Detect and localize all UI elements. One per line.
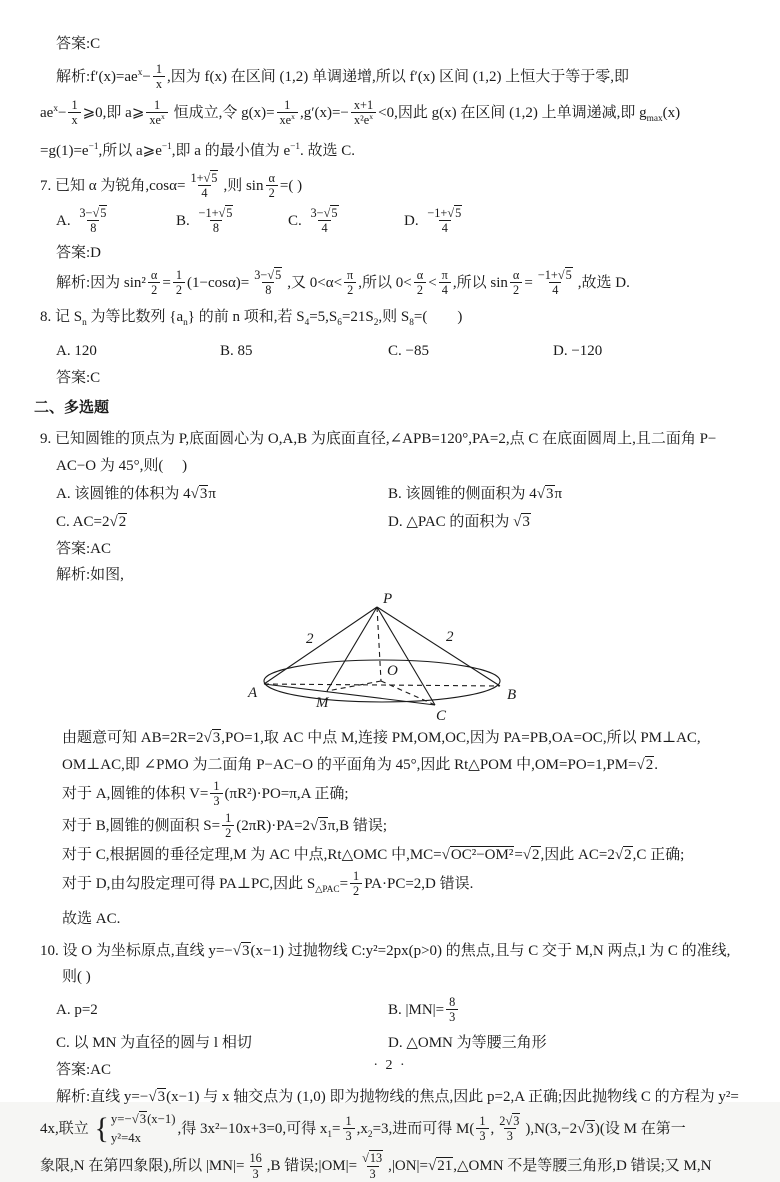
solution-line: 对于 A,圆锥的体积 V= $\frac{1}{3}$ (πR²)·PO=π,A 正确;	[62, 779, 349, 809]
radical: √21	[428, 1158, 453, 1175]
option-item: B. |MN|= $\frac{8}{3}$	[388, 992, 460, 1028]
answer-line-q8: 答案:C	[56, 370, 101, 387]
fraction: $\frac{\alpha}{2}$	[510, 268, 522, 297]
radical: √2	[636, 756, 654, 773]
option-item: C. −85	[388, 343, 429, 360]
options-q8	[0, 338, 780, 364]
answer-line-q9: 答案:AC	[56, 540, 112, 557]
solution-line: 解析$:f'(x)=ae^x-$ $\frac{1}{x}$ ,因为 f(x) 在区间 (1,2) 单调递增,所以 f′(x) 区间 (1,2) 上恒大于等于零,即	[56, 61, 629, 92]
question-7: 7. 已知 α 为锐角,cosα= $\frac{1+√5}{4}$ ,则 sin $\frac{\alpha}{2}$ =( )	[40, 171, 303, 201]
question-8: 8. 记 $S_n$ 为等比数列 $\{a_n\}$ 的前 n 项和,若 $S_4=5,S_6=21S_2$,则 $S_8=$( )	[40, 309, 463, 329]
fraction: $\frac{-1+√5}{4}$	[427, 206, 462, 236]
cone-figure	[230, 591, 550, 723]
fraction: $\frac{1+√5}{4}$	[190, 171, 218, 201]
radical: √3	[190, 485, 208, 502]
solution-line: 对于 D,由勾股定理可得 PA⊥PC,因此 $S_{\triangle PAC}=$ $\frac{1}{2}$ PA·PC=2,D 错误.	[62, 868, 474, 899]
option-item: B. 该圆锥的侧面积为 4√3π	[388, 485, 563, 502]
question-9: 9. 已知圆锥的顶点为 P,底面圆心为 O,A,B 为底面直径,∠APB=120°,PA=2,点 C 在底面圆周上,且二面角 P−	[40, 431, 717, 448]
fraction: $\frac{-1+√5}{4}$	[537, 267, 572, 297]
fraction: $\frac{√13}{3}$	[362, 1151, 383, 1181]
answer-line-q10: 答案:AC	[56, 1062, 112, 1079]
fraction: $\frac{\alpha}{2}$	[265, 171, 277, 200]
option-item: C. $\frac{3-√5}{4}$	[288, 203, 344, 239]
radical: √3	[536, 485, 554, 502]
radical: √3	[577, 1120, 594, 1137]
height-PO	[377, 607, 381, 681]
radical: √5	[92, 206, 107, 221]
fraction: $\frac{8}{3}$	[446, 995, 458, 1024]
fraction: $\frac{1}{3}$	[210, 779, 222, 808]
solution-line: 对于 C,根据圆的垂径定理,M 为 AC 中点,Rt△OMC 中,MC=√OC²−OM²=√2,因此 AC=2√2,C 正确;	[62, 846, 685, 863]
options-q7	[0, 203, 780, 239]
option-item: D. △OMN 为等腰三角形	[388, 1035, 547, 1052]
fraction: $\frac{x+1}{x^2e^x}$	[351, 98, 376, 127]
fraction: $\frac{16}{3}$	[249, 1151, 262, 1181]
fraction: $\frac{1}{2}$	[350, 869, 362, 898]
fraction: $\frac{2√3}{3}$	[499, 1113, 520, 1143]
solution-line: $ae^x-$ $\frac{1}{x}$ ⩾0,即 a⩾ $\frac{1}{xe^x}$ 恒成立,令 g(x)= $\frac{1}{xe^x}$ ,g′(x)=− $\frac{x+1}{x^2e^x}$ <0,因此 g(x) 在区间 (1,2) 上单调递减,即 $g_{max}(x)$	[40, 97, 681, 127]
section-header-multiple-choice: 二、多选题	[34, 399, 110, 417]
option-item: D. △PAC 的面积为 √3	[388, 513, 530, 530]
options-q10-cd	[0, 1030, 780, 1056]
label-edge-right: 2	[446, 629, 454, 646]
option-item: A. 该圆锥的体积为 4√3π	[56, 485, 216, 502]
fraction: $\frac{\pi}{4}$	[439, 268, 451, 297]
fraction: $\frac{3-√5}{4}$	[310, 206, 338, 236]
solution-line: 由题意可知 AB=2R=2√3,PO=1,取 AC 中点 M,连接 PM,OM,OC,因为 PA=PB,OA=OC,所以 PM⊥AC,	[62, 730, 701, 747]
fraction: $\frac{-1+√5}{8}$	[198, 206, 233, 236]
solution-line: OM⊥AC,即 ∠PMO 为二面角 P−AC−O 的平面角为 45°,因此 Rt△POM 中,OM=PO=1,PM=√2.	[62, 756, 658, 773]
label-P: P	[383, 591, 393, 608]
answer-line-q6: 答案:C	[56, 35, 101, 52]
radical: √5	[557, 267, 572, 282]
option-item: D. −120	[553, 343, 603, 360]
solution-line: $=g(1)=e^{-1}$,所以 $a⩾e^{-1}$,即 a 的最小值为 $e^{-1}$. 故选 C.	[40, 142, 356, 160]
radical: √2	[109, 513, 127, 530]
label-C: C	[436, 708, 447, 725]
radical: √OC²−OM²	[441, 846, 514, 863]
segment-OM	[327, 681, 381, 691]
fraction: $\frac{1}{3}$	[476, 1114, 488, 1143]
radical: √3	[513, 513, 530, 530]
radical: √3	[203, 730, 221, 747]
fraction: $\frac{1}{2}$	[222, 811, 234, 840]
label-A: A	[248, 685, 258, 702]
fraction: $\frac{1}{x}$	[68, 98, 80, 127]
radical: √5	[267, 267, 282, 282]
diameter-AB	[264, 684, 500, 686]
radical: √3	[310, 817, 327, 834]
option-item: C. AC=2√2	[56, 513, 127, 530]
options-q10-ab	[0, 992, 780, 1028]
radical: √3	[232, 942, 250, 959]
cone-figure-svg	[230, 591, 550, 723]
fraction: $\frac{1}{3}$	[343, 1114, 355, 1143]
label-M: M	[316, 695, 329, 712]
option-item: D. $\frac{-1+√5}{4}$	[404, 203, 467, 239]
fraction: $\frac{\pi}{2}$	[344, 268, 356, 297]
fraction: $\frac{3-√5}{8}$	[254, 267, 282, 297]
radical: √5	[203, 171, 218, 186]
solution-line: 解析:直线 y=−√3(x−1) 与 x 轴交点为 (1,0) 即为抛物线的焦点,因此 p=2,A 正确;因此抛物线 C 的方程为 y²=	[56, 1088, 739, 1105]
solution-line: 解析:因为 sin² $\frac{\alpha}{2}$ = $\frac{1}{2}$ (1−cosα)= $\frac{3-√5}{8}$ ,又 0<α< $\frac{\pi}{2}$ ,所以 0< $\frac{\alpha}{2}$ < $\frac{\pi}{4}$ ,所以 sin $\frac{\alpha}{2}$ = $\frac{-1+√5}{4}$ ,故选 D.	[56, 267, 630, 297]
page-number: · 2 ·	[373, 1058, 407, 1073]
question-9-cont: AC−O 为 45°,则( )	[56, 457, 188, 474]
fraction: $\frac{3-√5}{8}$	[79, 206, 107, 236]
fraction: $\frac{1}{xe^x}$	[277, 98, 298, 127]
edge-PA	[264, 607, 377, 684]
option-item: A. 120	[56, 343, 97, 360]
fraction: $\frac{1}{xe^x}$	[146, 98, 167, 127]
fraction: $\frac{1}{2}$	[173, 268, 185, 297]
answer-line-q7: 答案:D	[56, 245, 102, 262]
label-O: O	[387, 663, 398, 680]
radical: √3	[148, 1088, 166, 1105]
radical: √5	[323, 206, 338, 221]
radical: √13	[362, 1151, 383, 1166]
radical: √3	[505, 1113, 520, 1128]
radical: √3	[131, 1112, 147, 1127]
question-10: 10. 设 O 为坐标原点,直线 y=−√3(x−1) 过抛物线 C:y²=2px(p>0) 的焦点,且与 C 交于 M,N 两点,l 为 C 的准线,	[40, 942, 731, 959]
label-B: B	[507, 687, 517, 704]
solution-line: 象限,N 在第四象限),所以 |MN|= $\frac{16}{3}$ ,B 错误;|OM|= $\frac{√13}{3}$ ,|ON|=√21,△OMN 不是等腰三角形,D 错误;又 M,N	[40, 1151, 712, 1181]
label-edge-left: 2	[306, 631, 314, 648]
fraction: $\frac{\alpha}{2}$	[148, 268, 160, 297]
radical: √2	[614, 846, 632, 863]
edge-PC	[377, 607, 435, 705]
option-item: A. $\frac{3-√5}{8}$	[56, 203, 112, 239]
fraction: $\frac{\alpha}{2}$	[414, 268, 426, 297]
radical: √5	[447, 206, 462, 221]
solution-line: 故选 AC.	[62, 910, 121, 927]
radical: √2	[522, 846, 540, 863]
solution-line: 对于 B,圆锥的侧面积 S= $\frac{1}{2}$ (2πR)·PA=2√3π,B 错误;	[62, 810, 388, 840]
option-item: A. p=2	[56, 1002, 98, 1019]
equation-system: { y=−√3(x−1) y²=4x	[94, 1111, 176, 1145]
solution-line: 4x,联立 { y=−√3(x−1) y²=4x ,得 3x²−10x+3=0,可得 $x_1=$ $\frac{1}{3}$ $,x_2=3$,进而可得 M( $\frac{1}{3}$ , $\frac{2√3}{3}$ ),N(3,−2√3)(设 M 在第一	[0, 1111, 780, 1150]
options-q9-ab	[0, 481, 780, 507]
fraction: $\frac{1}{x}$	[153, 62, 165, 91]
radical: √5	[218, 206, 233, 221]
edge-PM	[327, 607, 377, 691]
option-item: C. 以 MN 为直径的圆与 l 相切	[56, 1035, 252, 1052]
question-10-cont: 则( )	[62, 969, 91, 986]
solution-line: 解析:如图,	[56, 567, 124, 584]
option-item: B. $\frac{-1+√5}{8}$	[176, 203, 238, 239]
option-item: B. 85	[220, 343, 253, 360]
options-q9-cd	[0, 509, 780, 535]
